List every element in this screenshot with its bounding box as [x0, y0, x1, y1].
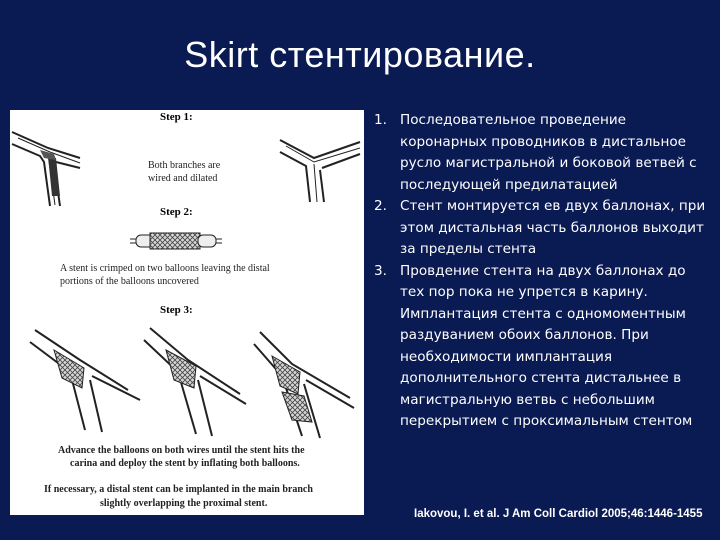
step3-bifurcation-3	[254, 332, 354, 438]
step-item-1	[370, 110, 710, 196]
step1-caption-line2: wired and dilated	[148, 173, 218, 184]
step3-caption-line2: carina and deploy the stent by inflating both balloons.	[70, 458, 300, 469]
step-item-2	[370, 196, 710, 261]
step4-caption-line1: If necessary, a distal stent can be implanted in the main branch	[44, 484, 313, 495]
citation: Iakovou, I. et al. J Am Coll Cardiol 2005;46:1446-1455	[414, 508, 703, 520]
step2-label: Step 2:	[160, 206, 193, 218]
step-text: Стент монтируется ев двух баллонах, при этом дистальная часть баллонов выходит за пределы стента	[400, 198, 706, 257]
skirt-stenting-figure	[10, 110, 364, 515]
step1-left-balloon	[40, 150, 60, 196]
step4-caption-line2: slightly overlapping the proximal stent.	[100, 498, 268, 509]
step1-label: Step 1:	[160, 111, 193, 123]
step-text: Последовательное проведение коронарных проводников в дистальное русло магистральной и боковой ветвей с последующей предилатацией	[400, 112, 697, 193]
step-item-3	[370, 261, 710, 433]
step-number: 1.	[374, 112, 387, 128]
step1-right-vessel	[280, 140, 360, 202]
step-text: Провдение стента на двух баллонах до тех пор пока не упрется в карину. Имплантация стента с одномоментным раздуванием обоих баллонов. При необходимости имплантация дополнительного стента дистальнее в магистральную ветвь с небольшим перекрытием с проксимальным стентом	[400, 262, 693, 429]
slide-title: Skirt стентирование.	[184, 34, 536, 75]
steps-list	[370, 110, 710, 433]
step1-caption-line1: Both branches are	[148, 160, 221, 171]
step2-crimped-stent	[130, 233, 222, 249]
step-number: 3.	[374, 262, 387, 279]
step3-bifurcation-2	[144, 328, 246, 436]
step3-label: Step 3:	[160, 304, 193, 316]
step2-caption-line1: A stent is crimped on two balloons leaving the distal	[60, 263, 270, 274]
step2-caption-line2: portions of the balloons uncovered	[60, 276, 199, 287]
figure-drawing	[10, 110, 364, 515]
step1-left-vessel	[12, 132, 80, 206]
step3-caption-line1: Advance the balloons on both wires until the stent hits the	[58, 445, 305, 456]
step3-bifurcation-1	[30, 330, 140, 432]
step-number: 2.	[374, 198, 387, 214]
